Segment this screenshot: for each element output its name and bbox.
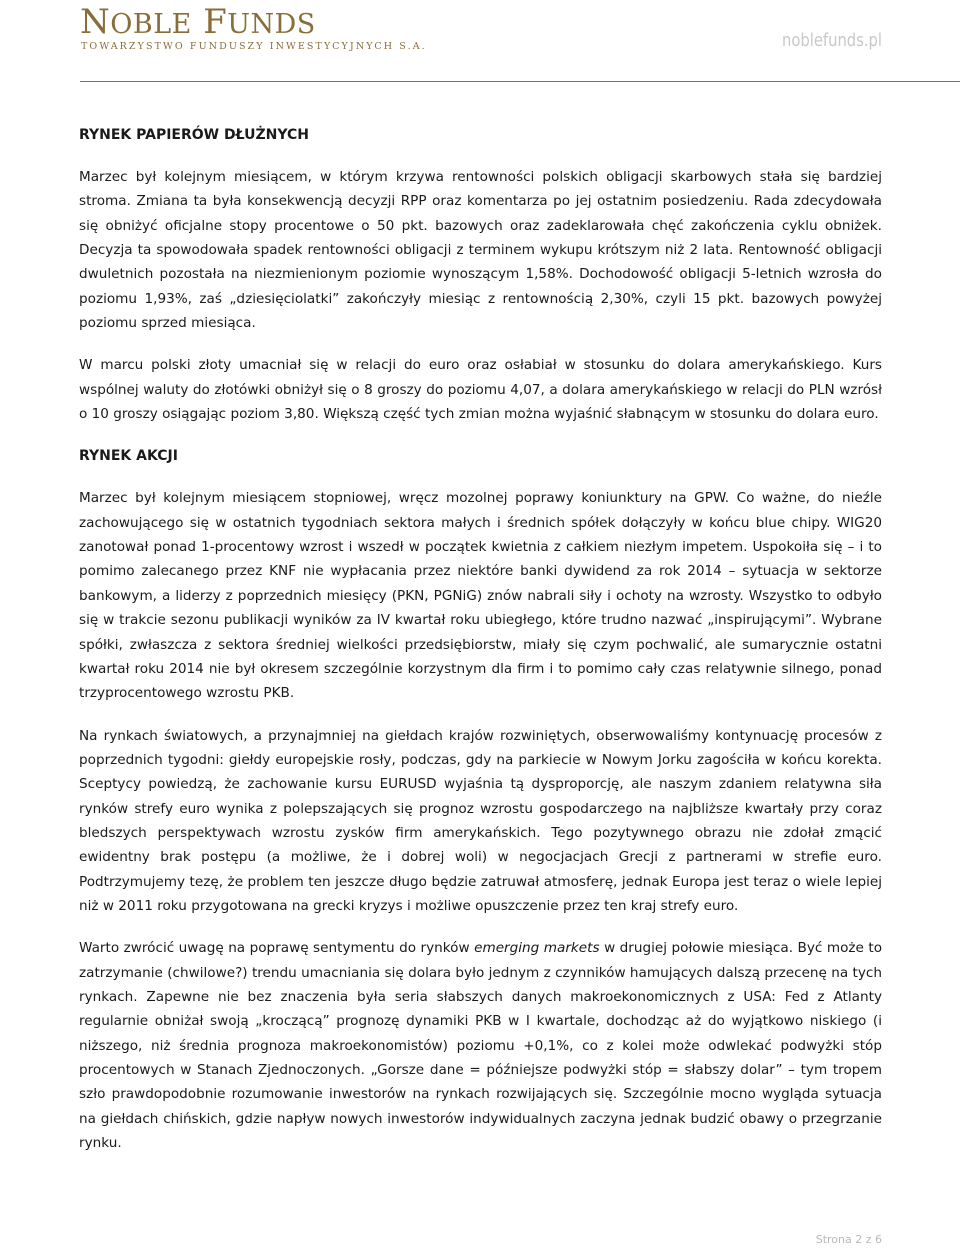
- section-heading-equity-market: RYNEK AKCJI: [79, 448, 178, 465]
- paragraph-text: w drugiej połowie miesiąca. Być może to zatrzymanie (chwilowe?) trendu umacniania się dolara było jednym z czynników hamujących dalszą przecenę na tych rynkach. Zapewne nie bez znaczenia była seria słabszych danych makroekonomicznych z USA: Fed z Atlanty regularnie obniżał swoją „kroczącą” prognozę dynamiki PKB w I kwartale, dochodząc aż do wyjątkowo niskiego (i niższego, niż średnia prognoza makroekonomistów) poziomu +0,1%, co z kolei może odwlekać podwyżki stóp procentowych w Stanach Zjednoczonych. „Gorsze dane = późniejsze podwyżki stóp = słabszy dolar” – tym tropem szło prawdopodobnie rozumowanie inwestorów na rynkach rozwijających się. Szczególnie mocno wygląda sytuacja na giełdach chińskich, gdzie napływ nowych inwestorów indywidualnych zaczyna jednak budzić obawy o przegrzanie rynku.: [79, 940, 883, 1152]
- website-link[interactable]: noblefunds.pl: [781, 30, 882, 51]
- paragraph: Marzec był kolejnym miesiącem stopniowej, wręcz mozolnej poprawy koniunktury na GPW. Co ważne, do nieźle zachowującego się w ostatnich tygodniach sektora małych i średnich spółek dołączyły w końcu blue chipy. WIG20 zanotował ponad 1-procentowy wzrost i wszedł w początek kwietnia z całkiem niezłym impetem. Uspokoiła się – i to pomimo zalecanego przez KNF nie wypłacania przez niektóre banki dywidend za rok 2014 – sytuacja w sektorze bankowym, a liderzy z poprzednich miesięcy (PKN, PGNiG) znów nabrali siły i ochoty na wzrosty. Wszystko to odbyło się w trakcie sezonu publikacji wyników za IV kwartał roku ubiegłego, które trudno nazwać „inspirującymi”. Wybrane spółki, zwłaszcza z sektora średniej wielkości przedsiębiorstw, miały się czym pochwalić, ale sumarycznie ostatni kwartał roku 2014 nie był okresem szczególnie korzystnym dla firm i to pomimo cały czas relatywnie silnego, ponad trzyprocentowego wzrostu PKB.: [79, 490, 882, 702]
- section-heading-debt-market: RYNEK PAPIERÓW DŁUŻNYCH: [79, 127, 309, 143]
- brand-subtitle: TOWARZYSTWO FUNDUSZY INWESTYCYJNYCH S.A.: [81, 41, 427, 52]
- paragraph: Na rynkach światowych, a przynajmniej na giełdach krajów rozwiniętych, obserwowaliśmy kontynuację procesów z poprzednich tygodni: giełdy europejskie rosły, podczas, gdy na parkiecie w Nowym Jorku zagościła w końcu korekta. Sceptycy powiedzą, że zachowanie kursu EURUSD wyjaśnia tą dysproporcję, ale naszym zdaniem relatywna siła rynków strefy euro wynika z polepszających się prognoz wzrostu gospodarczego na najbliższe kwartały przy coraz bledszych perspektywach wzrostu zysków firm amerykańskich. Tego pozytywnego obrazu nie zdołał zmącić ewidentny brak postępu (a możliwe, że i dobrej woli) w negocjacjach Grecji z partnerami w strefie euro. Podtrzymujemy tezę, że problem ten jeszcze długo będzie zatruwał atmosferę, jednak Europa jest teraz o wiele lepiej niż w 2011 roku przygotowana na grecki kryzys i możliwe opuszczenie przez ten kraj strefy euro.: [79, 727, 882, 914]
- page-header: [0, 0, 960, 82]
- brand-letters-oble: OBLE: [110, 9, 192, 40]
- header-divider: [80, 81, 960, 82]
- paragraph: Marzec był kolejnym miesiącem, w którym krzywa rentowności polskich obligacji skarbowych stała się bardziej stroma. Zmiana ta była konsekwencją decyzji RPP oraz komentarza po jej ostatnim posiedzeniu. Rada zdecydowała się obniżyć oficjalne stopy procentowe o 50 pkt. bazowych oraz zadeklarowała chęć zakończenia cyklu obniżek. Decyzja ta spowodowała spadek rentowności obligacji z terminem wykupu krótszym niż 2 lata. Rentowność obligacji dwuletnich pozostała na niezmienionym poziomie wynoszącym 1,58%. Dochodowość obligacji 5-letnich wzrosła do poziomu 1,93%, zaś „dziesięciolatki” zakończyły miesiąc z rentownością 2,30%, czyli 15 pkt. bazowych powyżej poziomu sprzed miesiąca.: [79, 169, 882, 332]
- brand-initial-n: N: [80, 2, 111, 42]
- paragraph: W marcu polski złoty umacniał się w relacji do euro oraz osłabiał w stosunku do dolara amerykańskiego. Kurs wspólnej waluty do złotówki obniżył się o 8 groszy do poziomu 4,07, a dolara amerykańskiego w relacji do PLN wzrósł o 10 groszy osiągając poziom 3,80. Większą część tych zmian można wyjaśnić słabnącym w stosunku do dolara euro.: [79, 357, 882, 423]
- brand-initial-f: F: [203, 2, 228, 42]
- emphasis-text: emerging markets: [474, 940, 600, 957]
- brand-letters-unds: UNDS: [227, 9, 316, 40]
- paragraph-text: Warto zwrócić uwagę na poprawę sentymentu do rynków: [79, 940, 475, 957]
- brand-logo: [80, 2, 316, 42]
- paragraph: [79, 936, 882, 1155]
- page-number: Strona 2 z 6: [815, 1233, 882, 1246]
- document-body: [79, 115, 882, 1173]
